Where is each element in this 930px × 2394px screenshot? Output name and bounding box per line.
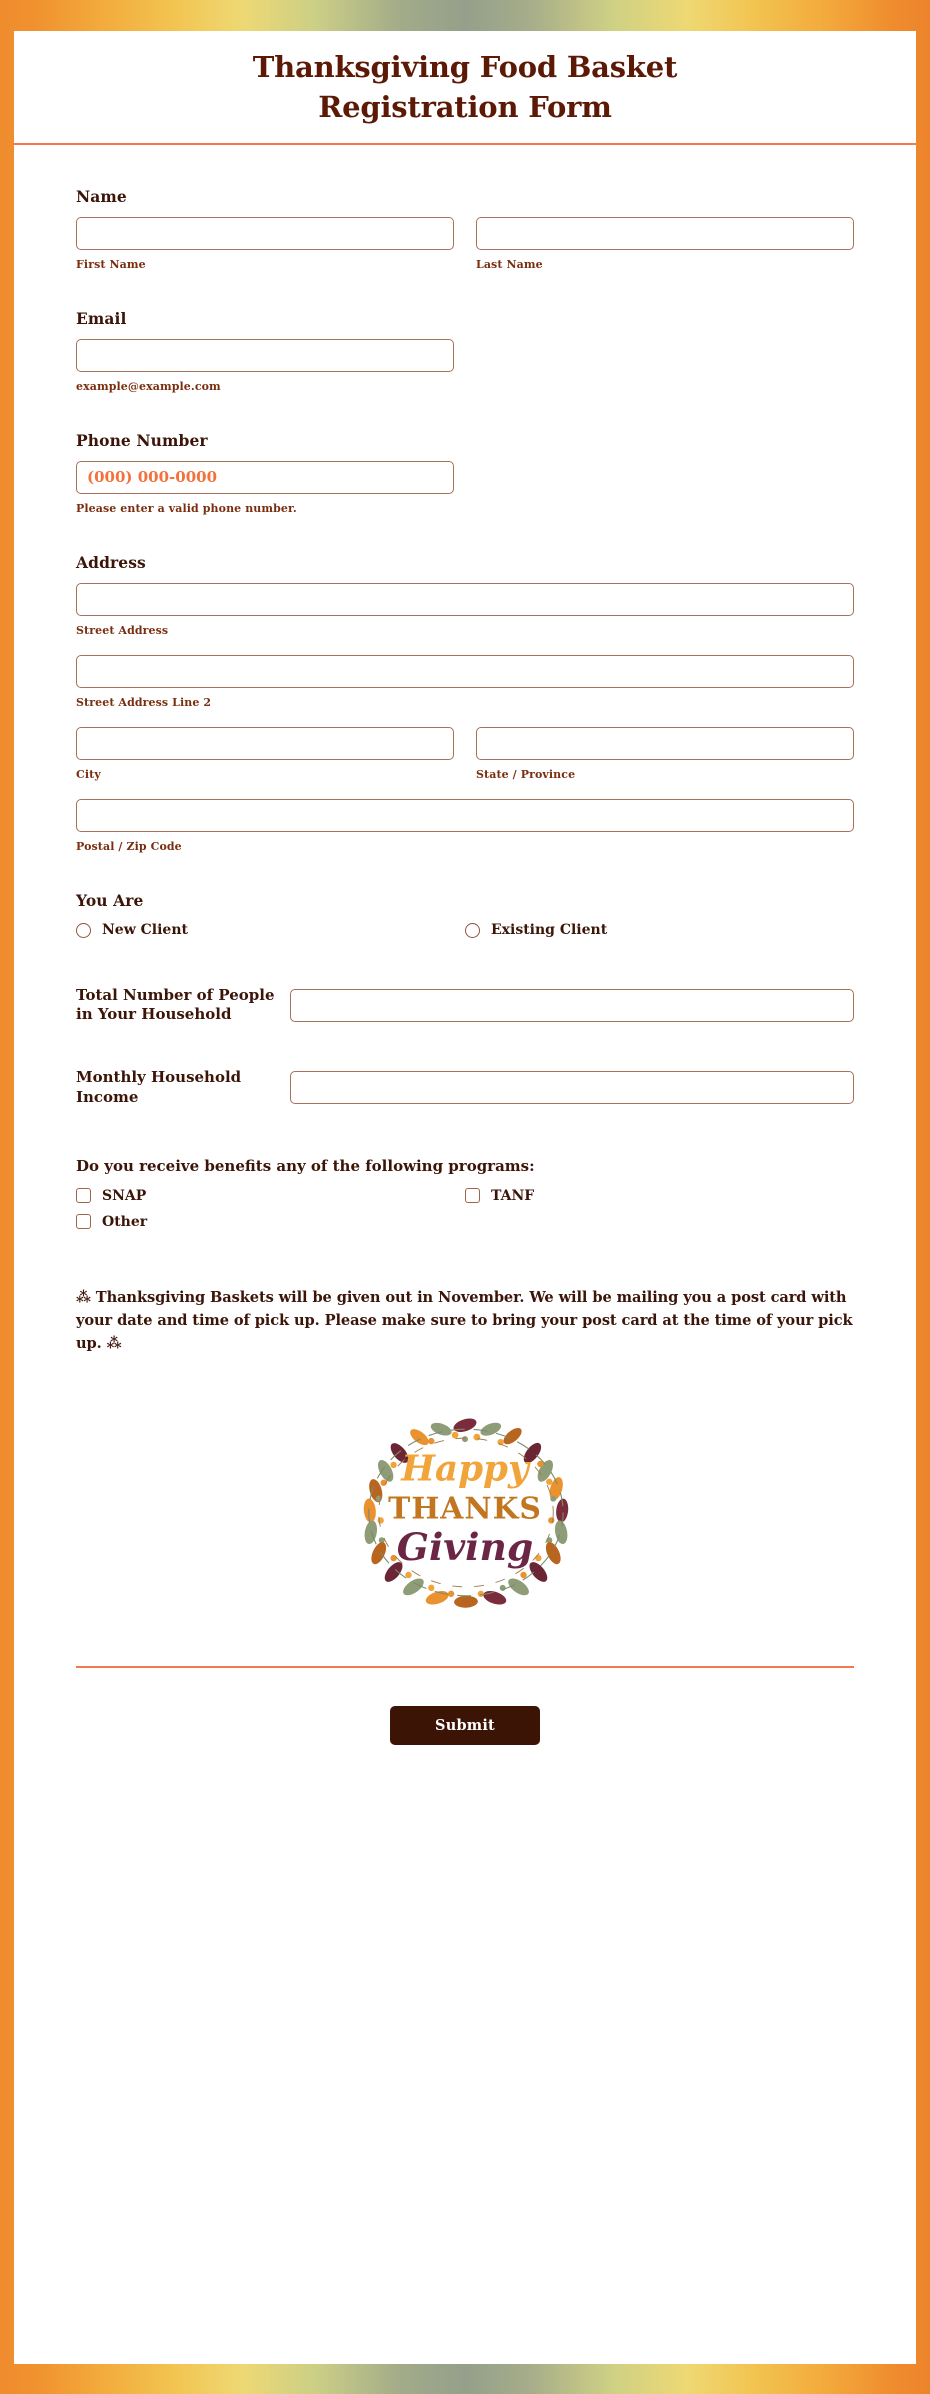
postal-zip-sublabel: Postal / Zip Code (76, 840, 182, 853)
checkbox-other[interactable] (76, 1214, 465, 1230)
email-spacer-col (476, 339, 854, 393)
household-size-input-wrap (290, 989, 854, 1022)
last-name-sublabel: Last Name (476, 258, 543, 271)
checkbox-square-icon[interactable] (465, 1188, 480, 1203)
form-body (14, 145, 916, 1745)
phone-hint: Please enter a valid phone number. (76, 502, 297, 515)
wreath-word-giving: Giving (396, 1524, 534, 1569)
first-name-col (76, 217, 454, 271)
checkbox-square-icon[interactable] (76, 1188, 91, 1203)
checkbox-tanf[interactable] (465, 1188, 854, 1204)
email-col (76, 339, 454, 393)
form-header (14, 31, 916, 145)
checkbox-other-label: Other (102, 1213, 148, 1230)
street-address-sublabel: Street Address (76, 624, 169, 637)
wreath-word-thanks: THANKS (388, 1491, 542, 1527)
spacer (76, 709, 854, 727)
benefits-heading: Do you receive benefits any of the following programs: (76, 1156, 535, 1175)
benefits-options (76, 1188, 854, 1240)
state-province-input[interactable] (476, 727, 854, 760)
last-name-col (476, 217, 854, 271)
thanksgiving-wreath-image-wrap (76, 1409, 854, 1614)
thanksgiving-wreath-icon (346, 1409, 584, 1614)
city-col (76, 727, 454, 781)
postal-zip-input[interactable] (76, 799, 854, 832)
household-size-label: Total Number of People in Your Household (76, 986, 275, 1024)
checkbox-square-icon[interactable] (76, 1214, 91, 1229)
page-title (253, 47, 677, 127)
checkbox-snap-label: SNAP (102, 1187, 147, 1204)
field-benefits (76, 1157, 854, 1240)
page-title-line1: Thanksgiving Food Basket (252, 49, 678, 84)
name-columns (76, 217, 854, 271)
household-income-input-wrap (290, 1071, 854, 1104)
city-input[interactable] (76, 727, 454, 760)
spacer (76, 393, 854, 431)
spacer (76, 1240, 854, 1286)
page-title-line2: Registration Form (318, 90, 612, 124)
checkbox-tanf-label: TANF (491, 1187, 535, 1204)
notice-text: ⁂ Thanksgiving Baskets will be given out in November. We will be mailing you a post card with your date and time of pick up. Please make sure to bring your post card at the time of your pick up. ⁂ (76, 1288, 853, 1352)
spacer (76, 853, 854, 891)
spacer (76, 781, 854, 799)
email-input[interactable] (76, 339, 454, 372)
phone-spacer-col (476, 461, 854, 515)
field-phone (76, 431, 854, 515)
spacer (76, 637, 854, 655)
street-address-2-sublabel: Street Address Line 2 (76, 696, 212, 709)
checkbox-snap[interactable] (76, 1188, 465, 1204)
radio-existing-client[interactable] (465, 922, 854, 938)
spacer (76, 271, 854, 309)
email-sublabel: example@example.com (76, 380, 221, 393)
address-label: Address (76, 553, 146, 572)
radio-existing-client-label: Existing Client (491, 922, 608, 938)
field-address (76, 553, 854, 853)
household-size-input[interactable] (290, 989, 854, 1022)
phone-col (76, 461, 454, 515)
household-income-input[interactable] (290, 1071, 854, 1104)
first-name-sublabel: First Name (76, 258, 146, 271)
spacer (76, 1024, 854, 1068)
field-you-are (76, 891, 854, 938)
field-name (76, 187, 854, 271)
field-household-size (76, 986, 854, 1024)
you-are-options (76, 922, 854, 938)
spacer (76, 1107, 854, 1157)
field-household-income (76, 1068, 854, 1106)
phone-label: Phone Number (76, 431, 208, 450)
field-email (76, 309, 854, 393)
radio-new-client[interactable] (76, 922, 465, 938)
city-state-columns (76, 727, 854, 781)
email-columns (76, 339, 854, 393)
phone-input[interactable] (76, 461, 454, 494)
state-province-sublabel: State / Province (476, 768, 576, 781)
form-page (14, 31, 916, 2364)
street-address-2-input[interactable] (76, 655, 854, 688)
phone-columns (76, 461, 854, 515)
email-label: Email (76, 309, 127, 328)
last-name-input[interactable] (476, 217, 854, 250)
radio-circle-icon[interactable] (465, 923, 480, 938)
spacer (76, 515, 854, 553)
form-footer (76, 1666, 854, 1745)
city-sublabel: City (76, 768, 101, 781)
state-col (476, 727, 854, 781)
submit-button[interactable]: Submit (390, 1706, 540, 1745)
name-label: Name (76, 187, 127, 206)
street-address-input[interactable] (76, 583, 854, 616)
household-income-label: Monthly Household Income (76, 1068, 242, 1106)
spacer (76, 938, 854, 986)
wreath-word-happy: Happy (401, 1447, 529, 1490)
radio-circle-icon[interactable] (76, 923, 91, 938)
first-name-input[interactable] (76, 217, 454, 250)
radio-new-client-label: New Client (102, 922, 188, 938)
you-are-label: You Are (76, 891, 144, 910)
